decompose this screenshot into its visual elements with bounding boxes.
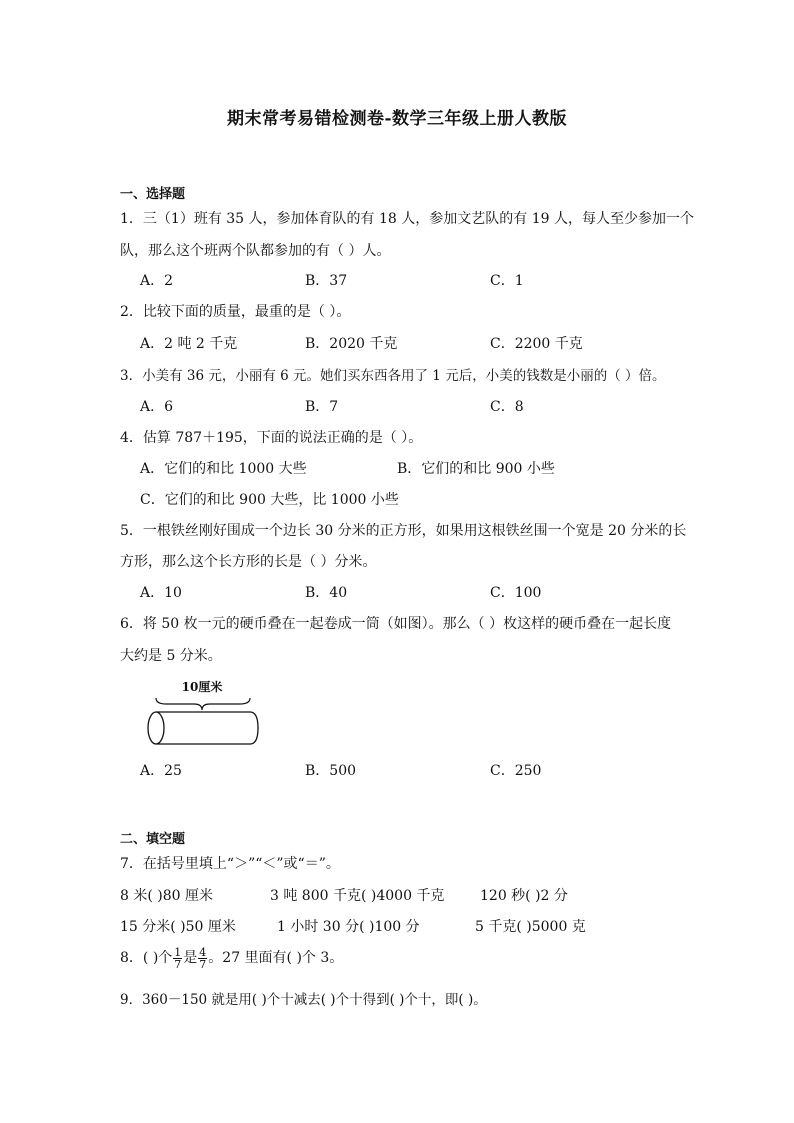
question-3-option-c: C．8 xyxy=(490,399,524,415)
question-1-line-1: 1．三（1）班有 35 人，参加体育队的有 18 人，参加文艺队的有 19 人，每人至少参加一个 xyxy=(120,211,694,227)
question-5-option-b: B．40 xyxy=(305,585,348,601)
section-heading-fill: 二、填空题 xyxy=(120,832,186,847)
question-8-part-1: 8．( )个 xyxy=(120,950,173,966)
question-3-option-a: A．6 xyxy=(140,399,174,415)
question-4-option-c: C．它们的和比 900 大些，比 1000 小些 xyxy=(140,492,399,508)
roll-right-end xyxy=(250,712,258,744)
section-heading-choice: 一、选择题 xyxy=(120,187,186,202)
question-7-row-2-item-3: 5 千克( )5000 克 xyxy=(475,919,586,935)
question-6-option-b: B．500 xyxy=(305,763,357,779)
question-2-option-c: C．2200 千克 xyxy=(490,336,583,352)
question-8-part-3: 。27 里面有( )个 3。 xyxy=(208,950,344,966)
question-7-row-1-item-1: 8 米( )80 厘米 xyxy=(120,888,213,904)
question-5-option-a: A．10 xyxy=(140,585,182,601)
question-1-option-c: C．1 xyxy=(490,273,524,289)
question-7-row-1-item-2: 3 吨 800 千克( )4000 千克 xyxy=(270,888,445,904)
coin-roll-diagram xyxy=(140,676,270,756)
question-7-line-1: 7．在括号里填上“＞”“＜”或“＝”。 xyxy=(120,856,340,872)
question-5-line-1: 5．一根铁丝刚好围成一个边长 30 分米的正方形，如果用这根铁丝围一个宽是 20 分米的长 xyxy=(120,523,687,539)
question-4-option-a: A．它们的和比 1000 大些 xyxy=(140,461,307,477)
question-8 xyxy=(120,945,343,971)
question-7-row-2-item-1: 15 分米( )50 厘米 xyxy=(120,919,236,935)
question-1-line-2: 队，那么这个班两个队都参加的有（ ）人。 xyxy=(120,243,391,259)
question-3-option-b: B．7 xyxy=(305,399,339,415)
question-2-line-1: 2．比较下面的质量，最重的是（ ）。 xyxy=(120,304,351,320)
question-5-line-2: 方形，那么这个长方形的长是（ ）分米。 xyxy=(120,554,377,570)
question-6-line-1: 6．将 50 枚一元的硬币叠在一起卷成一筒（如图）。那么（ ）枚这样的硬币叠在一起长度 xyxy=(120,616,672,632)
page-title: 期末常考易错检测卷-数学三年级上册人教版 xyxy=(226,109,568,129)
question-6-option-a: A．25 xyxy=(140,763,182,779)
question-3-line-1: 3．小美有 36 元，小丽有 6 元。她们买东西各用了 1 元后，小美的钱数是小丽的（ ）倍。 xyxy=(120,368,666,384)
figure-length-label: 10厘米 xyxy=(181,680,223,694)
fraction-one-seventh: $\frac{1}{7}$ xyxy=(174,945,182,971)
question-6-line-2: 大约是 5 分米。 xyxy=(120,648,222,664)
question-8-part-2: 是 xyxy=(183,950,198,966)
roll-left-face xyxy=(148,712,164,744)
question-4-line-1: 4．估算 787＋195，下面的说法正确的是（ ）。 xyxy=(120,430,423,446)
coin-roll-figure xyxy=(140,676,270,756)
question-6-option-c: C．250 xyxy=(490,763,542,779)
question-9-line-1: 9．360－150 就是用( )个十减去( )个十得到( )个十，即( )。 xyxy=(120,992,487,1008)
question-2-option-b: B．2020 千克 xyxy=(305,336,398,352)
question-2-option-a: A．2 吨 2 千克 xyxy=(140,336,238,352)
question-1-option-a: A．2 xyxy=(140,273,174,289)
question-7-row-1-item-3: 120 秒( )2 分 xyxy=(480,888,568,904)
measurement-brace xyxy=(156,698,250,710)
fraction-four-sevenths: $\frac{4}{7}$ xyxy=(199,945,207,971)
question-7-row-2-item-2: 1 小时 30 分( )100 分 xyxy=(277,919,420,935)
question-5-option-c: C．100 xyxy=(490,585,542,601)
question-1-option-b: B．37 xyxy=(305,273,348,289)
question-4-option-b: B．它们的和比 900 小些 xyxy=(397,461,555,477)
